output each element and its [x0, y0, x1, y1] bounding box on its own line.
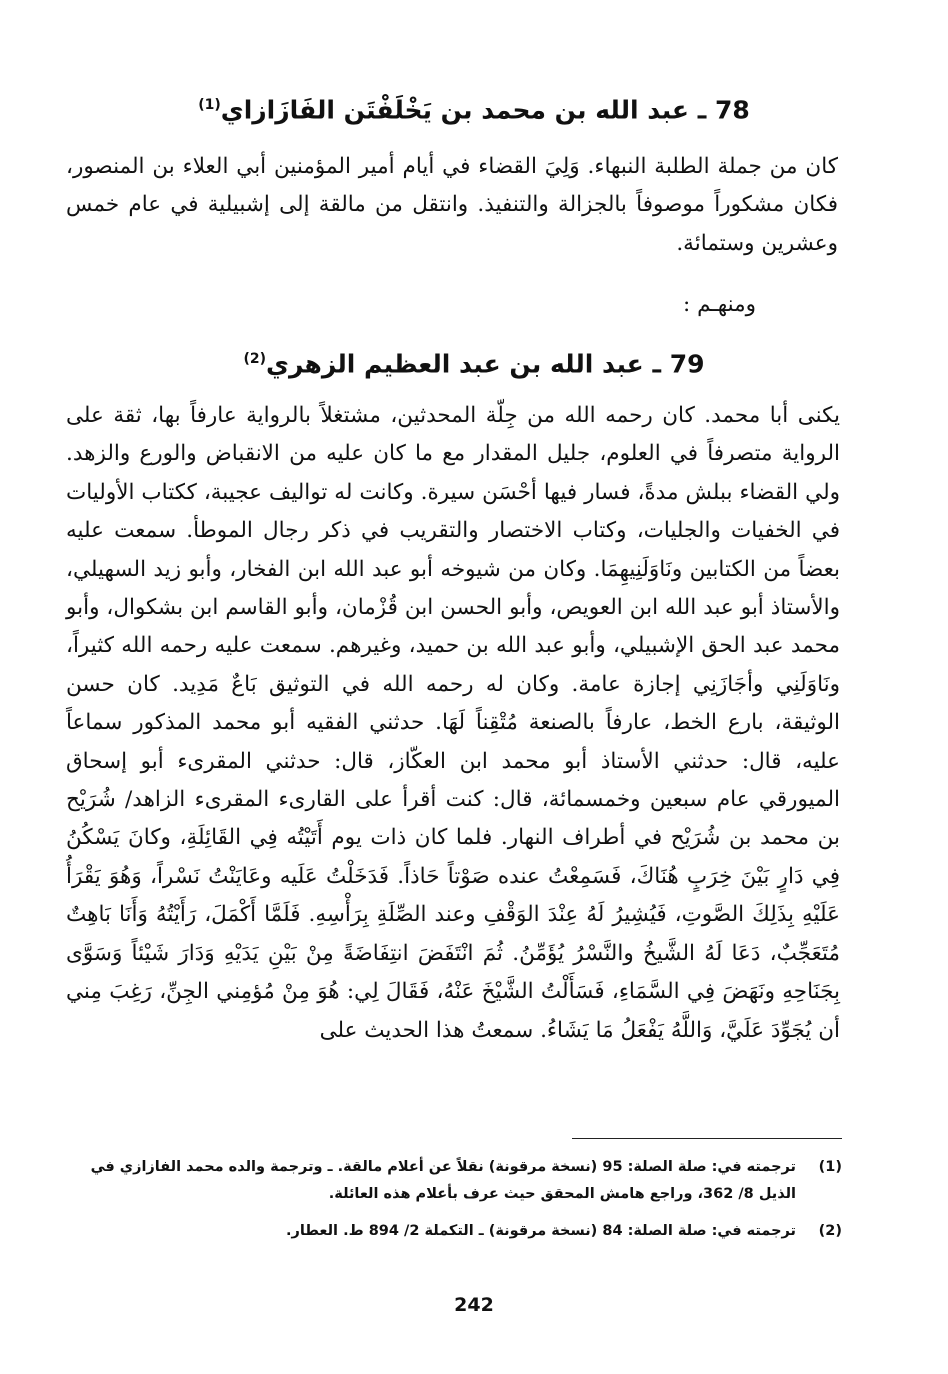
- entry-78-paragraph: كان من جملة الطلبة النبهاء. وَلِيَ القضاء في أيام أمير المؤمنين أبي العلاء بن المنصور، فكان مشكوراً موصوفاً بالجزالة والتنفيذ. وانتقل من مالقة إلى إشبيلية في عام خمس وعشرين وستمائة.: [66, 154, 838, 256]
- page-number: 242: [454, 1294, 494, 1316]
- section-sublabel: ومنهـم :: [683, 292, 756, 317]
- footnote-2-marker: (2): [818, 1223, 842, 1239]
- entry-78-title: عبد الله بن محمد بن يَخْلَفْتَن الفَازَازاي: [220, 95, 689, 125]
- entry-78-number: 78 ـ: [697, 95, 750, 125]
- footnote-1-marker: (1): [818, 1159, 842, 1175]
- footnote-2-text: ترجمته في: صلة الصلة: 84 (نسخة مرقونة) ـ التكملة 2/ 894 ط. العطار.: [286, 1223, 796, 1239]
- entry-79-title: عبد الله بن عبد العظيم الزهري: [266, 349, 644, 379]
- footnote-1-text: ترجمته في: صلة الصلة: 95 (نسخة مرقونة) نقلاً عن أعلام مالقة. ـ وترجمة والده محمد الفازازي في الذيل 8/ 362، وراجع هامش المحقق حيث عرف بأعلام هذه العائلة.: [90, 1159, 796, 1202]
- footnote-2: [80, 1218, 842, 1245]
- entry-79-paragraph: يكنى أبا محمد. كان رحمه الله من جِلّة المحدثين، مشتغلاً بالرواية عارفاً بها، ثقة على الرواية متصرفاً في العلوم، جليل المقدار مع ما كان عليه من الانقباض والورع والزهد. ولي القضاء ببلش مدةً، فسار فيها أحْسَن سيرة. وكانت له تواليف عجيبة، ككتاب الأوليات في الخفيات والجليات، وكتاب الاختصار والتقريب في ذكر رجال الموطأ. سمعت عليه بعضاً من الكتابين ونَاوَلَنِيهِمَا. وكان من شيوخه أبو عبد الله ابن الفخار، وأبو زيد السهيلي، والأستاذ أبو عبد الله ابن العويص، وأبو الحسن ابن قُزْمان، وأبو القاسم ابن بشكوال، وأبو محمد عبد الحق الإشبيلي، وأبو عبد الله بن حميد، وغيرهم. سمعت عليه رحمه الله كثيراً، ونَاوَلَنِي وأجَازَنِي إجازة عامة. وكان له رحمه الله في التوثيق بَاعٌ مَدِيد. كان حسن الوثيقة، بارع الخط، عارفاً بالصنعة مُتْقِناً لَهَا. حدثني الفقيه أبو محمد المذكور سماعاً عليه، قال: حدثني الأستاذ أبو محمد ابن العكّاز، قال: حدثني المقرىء أبو إسحاق الميورقي عام سبعين وخمسمائة، قال: كنت أقرأ على القارىء المقرىء الزاهد/ شُرَيْح بن محمد بن شُرَيْح في أطراف النهار. فلما كان ذات يوم أَتَيْتُه فِي القَائِلَةِ، وكانَ يَسْكُنُ فِي دَارٍ بَيْنَ خِرَبٍ هُنَاكَ، فَسَمِعْتُ عنده صَوْتاً حَاذاً. فَدَخَلْتُ عَلَيه وعَايَنْتُ نَسْراً، وَهُوَ يَقْرَأُ عَلَيْهِ بِذَلِكَ الصَّوتِ، فَيُشِيرُ لَهُ عِنْدَ الوَقْفِ وعند الصِّلَةِ بِرَأْسِهِ. فَلَمَّا أَكْمَلَ، رَأَيْتُهُ وَأَنَا بَاهِتٌ مُتَعَجِّبٌ، دَعَا لَهُ الشَّيخُ والنَّسْرُ يُؤَمِّنُ. ثُمَ انْتَفَضَ انتِفَاضَةً مِنْ بَيْنِ يَدَيْهِ وَدَارَ شَيْئاً وَسَوَّى بِجَنَاحِهِ ونَهَضَ فِي السَّمَاءِ، فَسَأَلْتُ الشَّيْخَ عَنْهُ، فَقَالَ لِي: هُوَ مِنْ مُؤمِني الجِنِّ، رَغِبَ مِني أن يُجَوِّدَ عَلَيَّ، وَاللَّهُ يَفْعَلُ مَا يَشَاءُ. سمعتُ هذا الحديث على: [66, 403, 840, 1043]
- footnote-1: [80, 1154, 842, 1208]
- entry-79-heading: [0, 342, 948, 381]
- entry-78-heading: [0, 88, 948, 127]
- entry-78-footnote-marker[interactable]: (1): [198, 97, 221, 113]
- entry-79-number: 79 ـ: [652, 349, 705, 379]
- entry-79-footnote-marker[interactable]: (2): [243, 351, 267, 367]
- footnote-divider: [572, 1138, 842, 1139]
